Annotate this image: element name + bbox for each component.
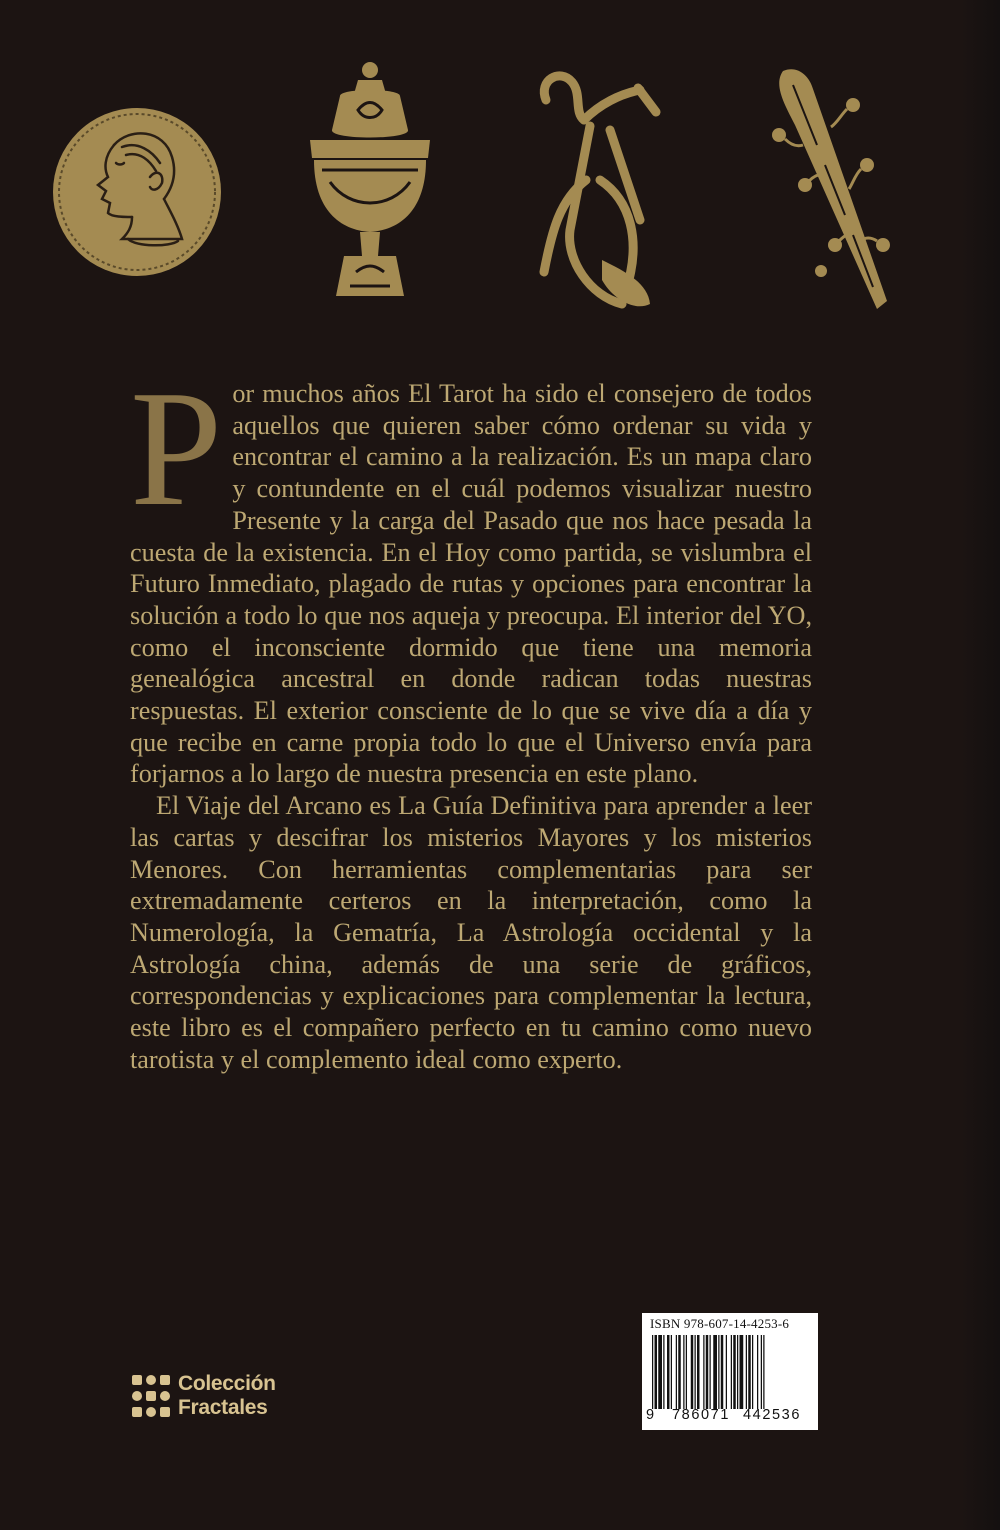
barcode-bar bbox=[710, 1335, 711, 1409]
blurb-paragraph-1 bbox=[130, 356, 812, 790]
barcode-bar bbox=[726, 1335, 727, 1409]
publisher-line-2: Fractales bbox=[178, 1396, 268, 1419]
barcode-bar bbox=[721, 1335, 724, 1409]
barcode-digits-group-2: 442536 bbox=[743, 1407, 801, 1423]
blurb-paragraph-2: El Viaje del Arcano es La Guía Definitiva para aprender a leer las cartas y descifrar los misterios Mayores y los misterios Menores. Con herramientas complementarias para ser extremadamente certeros en la interpretación, como la Numerología, la Gematría, La Astrología occidental y la Astrología china, además de una serie de gráficos, correspondencias y explicaciones para complementar la lectura, este libro es el compañero perfecto en tu camino como nuevo tarotista y el complemento ideal como experto. bbox=[130, 791, 812, 1074]
barcode-bar bbox=[683, 1335, 684, 1409]
publisher-name bbox=[178, 1372, 276, 1420]
barcode-bar bbox=[718, 1335, 719, 1409]
blurb-paragraph-1-text: or muchos años El Tarot ha sido el consejero de todos aquellos que quieren saber cómo ordenar su vida y encontrar el camino a la realización. Es un mapa claro y contundente en el cuál podemos visualizar nuestro Presente y la carga del Pasado que nos hace pesada la cuesta de la existencia. En el Hoy como partida, se vislumbra el Futuro Inmediato, plagado de rutas y opciones para encontrar la solución a todo lo que nos aqueja y preocupa. El interior del YO, como el inconsciente dormido que tiene una memoria genealógica ancestral en donde radican todas nuestras respuestas. El exterior consciente de lo que se vive día a día y que recibe en carne propia todo lo que el Universo envía para forjarnos a lo largo de nuestra presencia en este plano. bbox=[130, 379, 812, 789]
isbn-label: ISBN 978-607-14-4253-6 bbox=[650, 1316, 790, 1331]
tarot-suit-emblems bbox=[0, 0, 1000, 340]
fractales-logo-icon bbox=[130, 1373, 174, 1419]
barcode-bar bbox=[697, 1335, 700, 1409]
wand-icon bbox=[765, 65, 895, 315]
barcode-bar bbox=[757, 1335, 758, 1409]
barcode-bar bbox=[676, 1335, 677, 1409]
barcode-bar bbox=[678, 1335, 681, 1409]
publisher-line-1: Colección bbox=[178, 1372, 276, 1395]
barcode-bar bbox=[655, 1335, 658, 1409]
barcode-bar bbox=[706, 1335, 709, 1409]
barcode-bar bbox=[695, 1335, 696, 1409]
cup-icon bbox=[300, 60, 440, 300]
barcode-bar bbox=[746, 1335, 747, 1409]
barcode-bar bbox=[686, 1335, 687, 1409]
drop-cap: P bbox=[130, 356, 223, 540]
back-cover-blurb bbox=[130, 356, 812, 1075]
coin-icon bbox=[52, 107, 222, 277]
barcode-bar bbox=[740, 1335, 744, 1409]
barcode-bar bbox=[731, 1335, 732, 1409]
barcode-bar bbox=[752, 1335, 753, 1409]
barcode-bar bbox=[671, 1335, 672, 1409]
barcode-digits-group-1: 786071 bbox=[672, 1407, 730, 1423]
barcode-bar bbox=[703, 1335, 704, 1409]
barcode-bar bbox=[733, 1335, 736, 1409]
barcode-bar bbox=[748, 1335, 751, 1409]
barcode-bar bbox=[763, 1335, 764, 1409]
sword-icon bbox=[530, 60, 670, 320]
barcode-bar bbox=[761, 1335, 762, 1409]
barcode-bar bbox=[691, 1335, 694, 1409]
isbn-barcode bbox=[642, 1313, 818, 1430]
barcode-bar bbox=[713, 1335, 717, 1409]
barcode-bar bbox=[667, 1335, 670, 1409]
barcode-digit-lead: 9 bbox=[646, 1407, 655, 1423]
barcode-bars bbox=[652, 1335, 808, 1409]
barcode-bar bbox=[658, 1335, 662, 1409]
barcode-bar bbox=[663, 1335, 664, 1409]
barcode-bar bbox=[652, 1335, 653, 1409]
barcode-bar bbox=[737, 1335, 738, 1409]
publisher-logo bbox=[130, 1372, 300, 1422]
